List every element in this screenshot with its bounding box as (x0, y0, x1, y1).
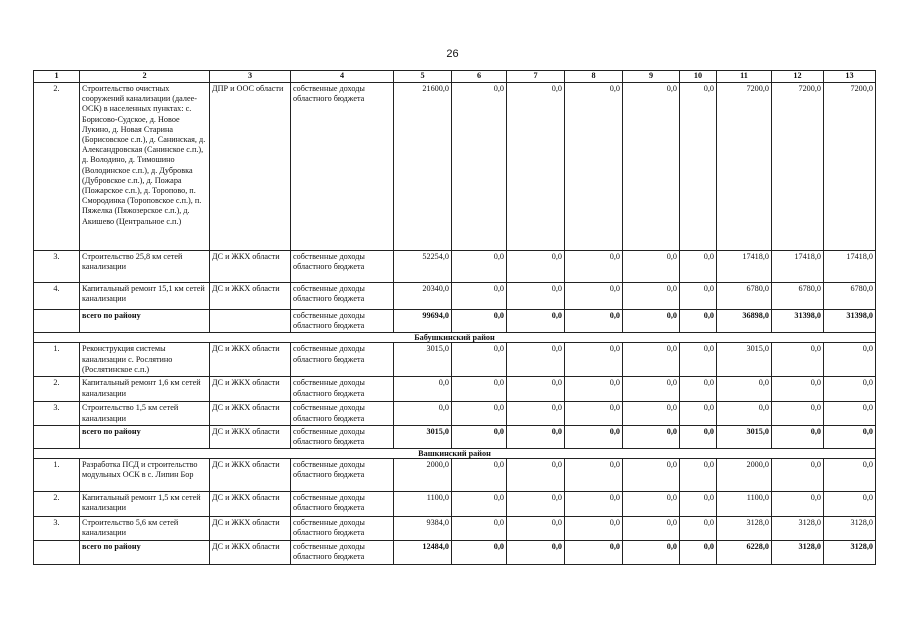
funding-source-cell: собственные доходы областного бюджета (291, 377, 394, 402)
year-13-cell: 0,0 (824, 492, 876, 517)
responsible-cell (210, 310, 291, 333)
year-7-cell: 0,0 (507, 251, 565, 283)
column-header: 2 (80, 71, 210, 83)
funding-source-cell: собственные доходы областного бюджета (291, 251, 394, 283)
year-11-cell: 17418,0 (717, 251, 772, 283)
year-13-cell: 31398,0 (824, 310, 876, 333)
year-13-cell: 17418,0 (824, 251, 876, 283)
year-11-cell: 6780,0 (717, 283, 772, 310)
year-7-cell: 0,0 (507, 402, 565, 425)
column-header: 10 (680, 71, 717, 83)
row-index-cell: 2. (34, 492, 80, 517)
year-10-cell: 0,0 (680, 83, 717, 251)
year-12-cell: 0,0 (772, 402, 824, 425)
year-7-cell: 0,0 (507, 425, 565, 448)
year-10-cell: 0,0 (680, 402, 717, 425)
responsible-cell: ДС и ЖКХ области (210, 377, 291, 402)
year-9-cell: 0,0 (623, 283, 680, 310)
year-10-cell: 0,0 (680, 310, 717, 333)
year-6-cell: 0,0 (452, 492, 507, 517)
year-9-cell: 0,0 (623, 310, 680, 333)
responsible-cell: ДС и ЖКХ области (210, 541, 291, 564)
year-10-cell: 0,0 (680, 377, 717, 402)
year-8-cell: 0,0 (565, 541, 623, 564)
column-header: 11 (717, 71, 772, 83)
total-amount-cell: 9384,0 (394, 517, 452, 541)
year-12-cell: 0,0 (772, 425, 824, 448)
column-header: 3 (210, 71, 291, 83)
year-8-cell: 0,0 (565, 517, 623, 541)
header-row (34, 71, 876, 83)
year-12-cell: 17418,0 (772, 251, 824, 283)
responsible-cell: ДС и ЖКХ области (210, 517, 291, 541)
year-10-cell: 0,0 (680, 541, 717, 564)
year-10-cell: 0,0 (680, 343, 717, 377)
column-header: 6 (452, 71, 507, 83)
column-header: 1 (34, 71, 80, 83)
year-7-cell: 0,0 (507, 492, 565, 517)
district-total-row (34, 541, 876, 564)
year-12-cell: 0,0 (772, 343, 824, 377)
column-header: 12 (772, 71, 824, 83)
year-13-cell: 3128,0 (824, 517, 876, 541)
budget-table (33, 70, 876, 565)
year-13-cell: 3128,0 (824, 541, 876, 564)
row-index-cell: 3. (34, 402, 80, 425)
year-11-cell: 0,0 (717, 377, 772, 402)
year-7-cell: 0,0 (507, 310, 565, 333)
responsible-cell: ДС и ЖКХ области (210, 402, 291, 425)
district-title: Вашкинский район (34, 449, 876, 459)
year-10-cell: 0,0 (680, 283, 717, 310)
year-10-cell: 0,0 (680, 492, 717, 517)
table-body (34, 83, 876, 565)
year-13-cell: 0,0 (824, 425, 876, 448)
work-name-cell: Капитальный ремонт 1,6 км сетей канализации (80, 377, 210, 402)
year-13-cell: 7200,0 (824, 83, 876, 251)
total-amount-cell: 3015,0 (394, 425, 452, 448)
column-header: 5 (394, 71, 452, 83)
year-11-cell: 36898,0 (717, 310, 772, 333)
year-7-cell: 0,0 (507, 83, 565, 251)
column-header: 13 (824, 71, 876, 83)
work-name-cell: Капитальный ремонт 15,1 км сетей канализации (80, 283, 210, 310)
total-amount-cell: 0,0 (394, 377, 452, 402)
year-8-cell: 0,0 (565, 343, 623, 377)
table-row (34, 251, 876, 283)
responsible-cell: ДС и ЖКХ области (210, 283, 291, 310)
work-name-cell: Строительство 5,6 км сетей канализации (80, 517, 210, 541)
total-amount-cell: 99694,0 (394, 310, 452, 333)
year-11-cell: 0,0 (717, 402, 772, 425)
funding-source-cell: собственные доходы областного бюджета (291, 343, 394, 377)
district-header-row (34, 449, 876, 459)
year-6-cell: 0,0 (452, 517, 507, 541)
funding-source-cell: собственные доходы областного бюджета (291, 492, 394, 517)
year-12-cell: 0,0 (772, 377, 824, 402)
table-row (34, 283, 876, 310)
year-8-cell: 0,0 (565, 402, 623, 425)
work-name-cell: Строительство 1,5 км сетей канализации (80, 402, 210, 425)
funding-source-cell: собственные доходы областного бюджета (291, 517, 394, 541)
total-amount-cell: 20340,0 (394, 283, 452, 310)
work-name-cell: Реконструкция системы канализации с. Рослятино (Рослятинское с.п.) (80, 343, 210, 377)
district-total-row (34, 425, 876, 448)
year-13-cell: 6780,0 (824, 283, 876, 310)
district-header-row (34, 333, 876, 343)
total-amount-cell: 12484,0 (394, 541, 452, 564)
work-name-cell: Строительство очистных сооружений канализации (далее-ОСК) в населенных пунктах: с. Борисово-Судское, д. Новое Лукино, д. Новая Старина (Борисовское с.п.), д. Санинская, д. Александровская (Санинское с.п.), д. Володино, д. Тимошино (Володинское с.п.), д. Дубровка (Дубровское с.п.), д. Пожара (Пожарское с.п.), д. Торопово, п. Смородинка (Тороповское с.п.), п. Пяжелка (Пяжозерское с.п.), д. Акишево (Центральное с.п.) (80, 83, 210, 251)
year-6-cell: 0,0 (452, 377, 507, 402)
work-name-cell: Капитальный ремонт 1,5 км сетей канализации (80, 492, 210, 517)
responsible-cell: ДПР и ООС области (210, 83, 291, 251)
year-13-cell: 0,0 (824, 459, 876, 492)
year-10-cell: 0,0 (680, 517, 717, 541)
row-index-cell: 2. (34, 377, 80, 402)
funding-source-cell: собственные доходы областного бюджета (291, 310, 394, 333)
year-8-cell: 0,0 (565, 83, 623, 251)
year-6-cell: 0,0 (452, 541, 507, 564)
column-header: 9 (623, 71, 680, 83)
year-6-cell: 0,0 (452, 425, 507, 448)
year-9-cell: 0,0 (623, 402, 680, 425)
year-12-cell: 7200,0 (772, 83, 824, 251)
total-amount-cell: 1100,0 (394, 492, 452, 517)
table-row (34, 377, 876, 402)
year-11-cell: 2000,0 (717, 459, 772, 492)
work-name-cell: всего по району (80, 310, 210, 333)
year-13-cell: 0,0 (824, 343, 876, 377)
row-index-cell (34, 425, 80, 448)
year-7-cell: 0,0 (507, 541, 565, 564)
responsible-cell: ДС и ЖКХ области (210, 425, 291, 448)
total-amount-cell: 2000,0 (394, 459, 452, 492)
year-9-cell: 0,0 (623, 343, 680, 377)
year-13-cell: 0,0 (824, 402, 876, 425)
year-6-cell: 0,0 (452, 343, 507, 377)
year-11-cell: 6228,0 (717, 541, 772, 564)
year-11-cell: 3015,0 (717, 343, 772, 377)
responsible-cell: ДС и ЖКХ области (210, 343, 291, 377)
year-8-cell: 0,0 (565, 377, 623, 402)
year-6-cell: 0,0 (452, 83, 507, 251)
year-8-cell: 0,0 (565, 459, 623, 492)
year-8-cell: 0,0 (565, 283, 623, 310)
row-index-cell: 1. (34, 459, 80, 492)
year-9-cell: 0,0 (623, 517, 680, 541)
total-amount-cell: 0,0 (394, 402, 452, 425)
year-8-cell: 0,0 (565, 492, 623, 517)
year-7-cell: 0,0 (507, 517, 565, 541)
column-header: 8 (565, 71, 623, 83)
row-index-cell: 3. (34, 251, 80, 283)
work-name-cell: Строительство 25,8 км сетей канализации (80, 251, 210, 283)
year-8-cell: 0,0 (565, 310, 623, 333)
work-name-cell: всего по району (80, 425, 210, 448)
table-row (34, 343, 876, 377)
year-9-cell: 0,0 (623, 251, 680, 283)
year-9-cell: 0,0 (623, 459, 680, 492)
district-title: Бабушкинский район (34, 333, 876, 343)
column-header: 7 (507, 71, 565, 83)
total-amount-cell: 52254,0 (394, 251, 452, 283)
year-11-cell: 3015,0 (717, 425, 772, 448)
responsible-cell: ДС и ЖКХ области (210, 459, 291, 492)
year-12-cell: 3128,0 (772, 541, 824, 564)
year-12-cell: 3128,0 (772, 517, 824, 541)
funding-source-cell: собственные доходы областного бюджета (291, 425, 394, 448)
row-index-cell: 1. (34, 343, 80, 377)
total-amount-cell: 21600,0 (394, 83, 452, 251)
row-index-cell (34, 541, 80, 564)
funding-source-cell: собственные доходы областного бюджета (291, 283, 394, 310)
year-7-cell: 0,0 (507, 283, 565, 310)
year-7-cell: 0,0 (507, 343, 565, 377)
year-12-cell: 0,0 (772, 459, 824, 492)
year-8-cell: 0,0 (565, 425, 623, 448)
work-name-cell: всего по району (80, 541, 210, 564)
responsible-cell: ДС и ЖКХ области (210, 492, 291, 517)
table-row (34, 492, 876, 517)
table-row (34, 459, 876, 492)
district-total-row (34, 310, 876, 333)
funding-source-cell: собственные доходы областного бюджета (291, 83, 394, 251)
funding-source-cell: собственные доходы областного бюджета (291, 459, 394, 492)
table-row (34, 402, 876, 425)
year-7-cell: 0,0 (507, 377, 565, 402)
year-7-cell: 0,0 (507, 459, 565, 492)
year-11-cell: 1100,0 (717, 492, 772, 517)
responsible-cell: ДС и ЖКХ области (210, 251, 291, 283)
year-9-cell: 0,0 (623, 541, 680, 564)
year-11-cell: 7200,0 (717, 83, 772, 251)
funding-source-cell: собственные доходы областного бюджета (291, 541, 394, 564)
work-name-cell: Разработка ПСД и строительство модульных ОСК в с. Липин Бор (80, 459, 210, 492)
year-10-cell: 0,0 (680, 425, 717, 448)
year-11-cell: 3128,0 (717, 517, 772, 541)
funding-source-cell: собственные доходы областного бюджета (291, 402, 394, 425)
table-row (34, 83, 876, 251)
year-12-cell: 0,0 (772, 492, 824, 517)
year-12-cell: 31398,0 (772, 310, 824, 333)
year-13-cell: 0,0 (824, 377, 876, 402)
year-10-cell: 0,0 (680, 459, 717, 492)
year-9-cell: 0,0 (623, 492, 680, 517)
total-amount-cell: 3015,0 (394, 343, 452, 377)
row-index-cell: 4. (34, 283, 80, 310)
table-row (34, 517, 876, 541)
year-6-cell: 0,0 (452, 251, 507, 283)
year-8-cell: 0,0 (565, 251, 623, 283)
row-index-cell: 2. (34, 83, 80, 251)
year-6-cell: 0,0 (452, 402, 507, 425)
year-10-cell: 0,0 (680, 251, 717, 283)
year-6-cell: 0,0 (452, 283, 507, 310)
year-6-cell: 0,0 (452, 310, 507, 333)
row-index-cell: 3. (34, 517, 80, 541)
year-12-cell: 6780,0 (772, 283, 824, 310)
year-9-cell: 0,0 (623, 377, 680, 402)
column-header: 4 (291, 71, 394, 83)
row-index-cell (34, 310, 80, 333)
page-number: 26 (446, 48, 459, 60)
year-6-cell: 0,0 (452, 459, 507, 492)
year-9-cell: 0,0 (623, 425, 680, 448)
year-9-cell: 0,0 (623, 83, 680, 251)
